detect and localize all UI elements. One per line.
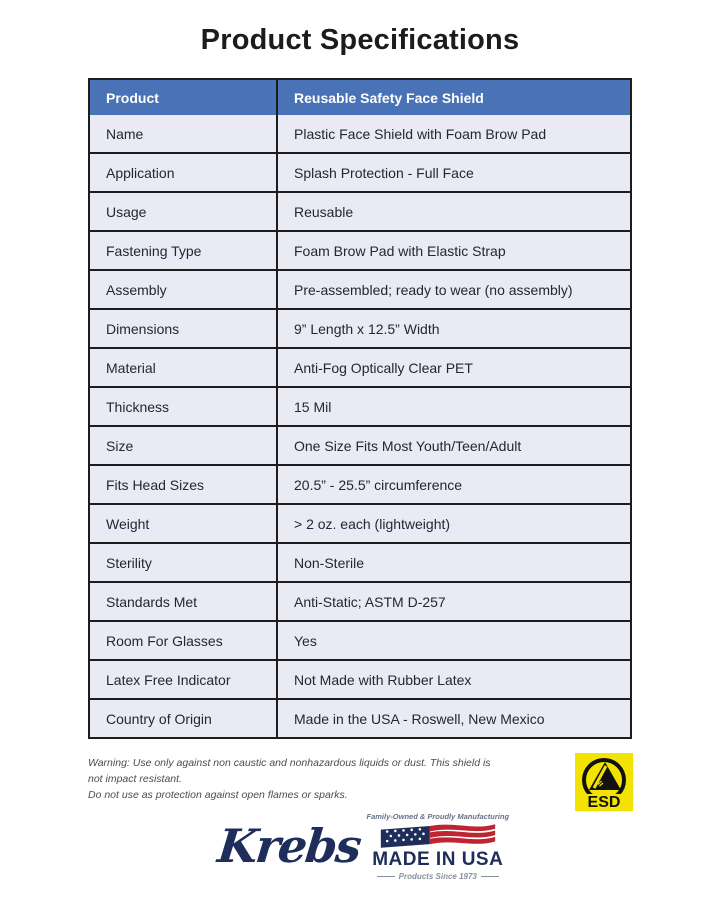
spec-value-cell: Non-Sterile (294, 554, 365, 571)
spec-label-cell: Country of Origin (90, 700, 278, 737)
spec-label-cell: Room For Glasses (90, 622, 278, 659)
spec-label-cell: Assembly (90, 271, 278, 308)
spec-label-cell: Thickness (90, 388, 278, 425)
spec-label-cell: Usage (90, 193, 278, 230)
usa-flag-icon (379, 823, 497, 849)
usa-badge-title: MADE IN USA (372, 848, 504, 870)
spec-label-cell: Dimensions (90, 310, 278, 347)
spec-value-cell: Pre-assembled; ready to wear (no assembly) (294, 281, 573, 298)
usa-badge-subtitle-text: Products Since 1973 (398, 871, 477, 881)
spec-label-cell: Fastening Type (90, 232, 278, 269)
table-row (90, 503, 630, 542)
spec-label-cell: Material (90, 349, 278, 386)
table-row (90, 464, 630, 503)
spec-value-cell: Made in the USA - Roswell, New Mexico (294, 710, 545, 727)
spec-value-cell: 20.5” - 25.5” circumference (294, 476, 463, 493)
warning-line-2: Do not use as protection against open flames or sparks. (88, 788, 348, 801)
table-row (90, 425, 630, 464)
spec-table-body (90, 115, 630, 737)
spec-label-cell: Name (90, 115, 278, 152)
krebs-logo: Krebs (215, 819, 363, 873)
table-row (90, 152, 630, 191)
warning-text (88, 756, 508, 803)
spec-value-cell: Reusable (294, 203, 354, 220)
table-row (90, 308, 630, 347)
spec-value-cell: Foam Brow Pad with Elastic Strap (294, 242, 506, 259)
spec-label-cell: Application (90, 154, 278, 191)
spec-table (88, 78, 632, 739)
header-product-value: Reusable Safety Face Shield (294, 89, 484, 106)
spec-value-cell: 9” Length x 12.5” Width (294, 320, 440, 337)
spec-value-cell: Splash Protection - Full Face (294, 164, 474, 181)
table-row (90, 581, 630, 620)
warning-line-1: Warning: Use only against non caustic and nonhazardous liquids or dust. This shield is not impact resistant. (88, 757, 491, 785)
spec-value-cell: Plastic Face Shield with Foam Brow Pad (294, 125, 547, 142)
table-row (90, 191, 630, 230)
spec-value-cell: Anti-Fog Optically Clear PET (294, 359, 473, 376)
spec-value-cell: Not Made with Rubber Latex (294, 671, 472, 688)
spec-label-cell: Weight (90, 505, 278, 542)
table-row (90, 115, 630, 152)
table-row (90, 698, 630, 737)
spec-label-cell: Size (90, 427, 278, 464)
spec-value-cell: One Size Fits Most Youth/Teen/Adult (294, 437, 522, 454)
spec-label-cell: Sterility (90, 544, 278, 581)
table-row (90, 386, 630, 425)
table-row (90, 230, 630, 269)
table-row (90, 542, 630, 581)
spec-label-cell: Standards Met (90, 583, 278, 620)
table-row (90, 659, 630, 698)
spec-value-cell: Yes (294, 632, 317, 649)
table-row (90, 620, 630, 659)
esd-symbol-graphic (575, 753, 633, 811)
table-row (90, 269, 630, 308)
spec-label-cell: Fits Head Sizes (90, 466, 278, 503)
header-product-label: Product (90, 80, 278, 115)
footer-logos (0, 806, 720, 886)
esd-label: ESD (587, 794, 621, 811)
made-in-usa-badge (366, 811, 510, 881)
esd-icon (575, 753, 633, 811)
table-row (90, 347, 630, 386)
spec-value-cell: > 2 oz. each (lightweight) (294, 515, 451, 532)
spec-label-cell: Latex Free Indicator (90, 661, 278, 698)
usa-badge-tagline: Family-Owned & Proudly Manufacturing (366, 811, 510, 821)
usa-badge-subtitle (377, 872, 499, 881)
page-title: Product Specifications (200, 24, 520, 56)
spec-table-header-row (90, 80, 630, 115)
spec-value-cell: 15 Mil (294, 398, 332, 415)
spec-value-cell: Anti-Static; ASTM D-257 (294, 593, 446, 610)
